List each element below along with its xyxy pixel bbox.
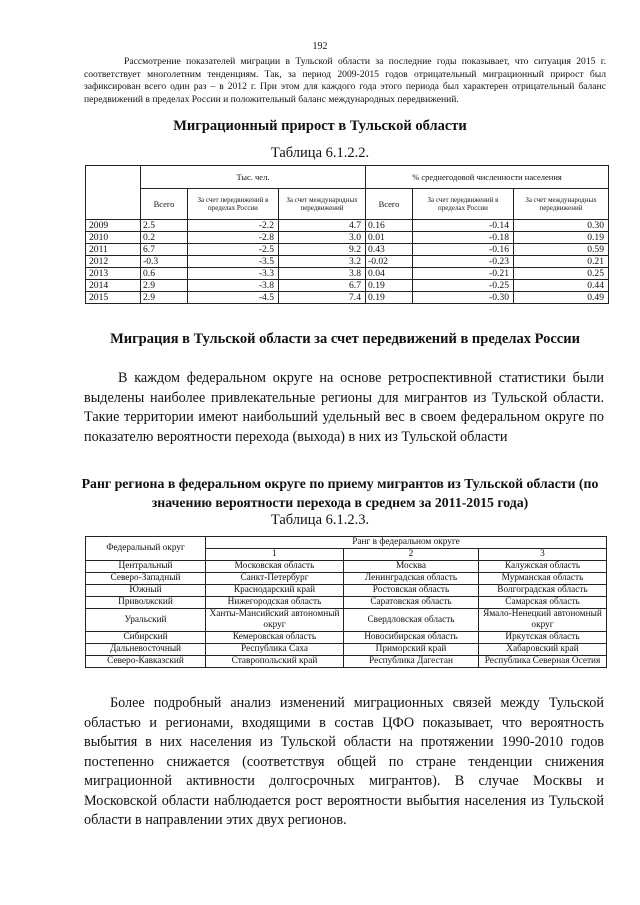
- table-cell-r1: -2.8: [188, 232, 279, 244]
- table-cell-year: 2009: [86, 220, 141, 232]
- district-cell: Южный: [86, 585, 206, 597]
- table-cell-i2: 0.44: [514, 280, 609, 292]
- region-cell-r3: Самарская область: [479, 597, 607, 609]
- table-cell-i1: 4.7: [279, 220, 366, 232]
- district-cell: Уральский: [86, 609, 206, 632]
- table-row: [86, 292, 609, 304]
- table-cell-t1: 6.7: [141, 244, 188, 256]
- table-cell-r1: -2.2: [188, 220, 279, 232]
- table-cell-i1: 3.8: [279, 268, 366, 280]
- table-cell-t2: 0.01: [366, 232, 413, 244]
- table-cell-i1: 6.7: [279, 280, 366, 292]
- table-cell-r1: -3.8: [188, 280, 279, 292]
- table-cell-r2: -0.21: [413, 268, 514, 280]
- col-header-district: Федеральный округ: [86, 537, 206, 561]
- table-cell-r2: -0.25: [413, 280, 514, 292]
- table-row: [86, 644, 607, 656]
- table-cell-year: 2013: [86, 268, 141, 280]
- table-row: [86, 597, 607, 609]
- region-cell-r2: Свердловская область: [344, 609, 479, 632]
- table-row: [86, 609, 607, 632]
- col-header-russia-pct: За счет передвижений в пределах России: [413, 189, 514, 220]
- migration-growth-table: [85, 165, 609, 304]
- table-cell-i2: 0.49: [514, 292, 609, 304]
- table-cell-i2: 0.30: [514, 220, 609, 232]
- region-cell-r3: Иркутская область: [479, 632, 607, 644]
- section2-heading: Миграция в Тульской области за счет передвижений в пределах России: [110, 331, 580, 347]
- col-header-russia: За счет передвижений в пределах России: [188, 189, 279, 220]
- table-cell-t1: 2.9: [141, 280, 188, 292]
- region-cell-r1: Ставропольский край: [206, 656, 344, 668]
- region-cell-r2: Новосибирская область: [344, 632, 479, 644]
- section3-heading: Ранг региона в федеральном округе по приему мигрантов из Тульской области (по значению вероятности перехода в среднем за 2011-2015 года): [81, 476, 599, 510]
- group-header-percent: % среднегодовой численности населения: [366, 166, 609, 189]
- table-cell-i2: 0.21: [514, 256, 609, 268]
- rank-header-3: 3: [479, 549, 607, 561]
- table-row: [86, 256, 609, 268]
- table-cell-year: 2015: [86, 292, 141, 304]
- region-cell-r2: Ростовская область: [344, 585, 479, 597]
- table-cell-r2: -0.23: [413, 256, 514, 268]
- region-cell-r1: Ханты-Мансийский автономный округ: [206, 609, 344, 632]
- table-cell-r2: -0.18: [413, 232, 514, 244]
- col-header-intl: За счет международных передвижений: [279, 189, 366, 220]
- region-cell-r3: Ямало-Ненецкий автономный округ: [479, 609, 607, 632]
- table-cell-i2: 0.25: [514, 268, 609, 280]
- district-cell: Северо-Кавказский: [86, 656, 206, 668]
- col-header-intl-pct: За счет международных передвижений: [514, 189, 609, 220]
- table-cell-t1: 0.6: [141, 268, 188, 280]
- table-cell-t2: 0.04: [366, 268, 413, 280]
- table-cell-r2: -0.16: [413, 244, 514, 256]
- table-row: [86, 220, 609, 232]
- table-row: [86, 561, 607, 573]
- region-cell-r1: Краснодарский край: [206, 585, 344, 597]
- region-cell-r1: Московская область: [206, 561, 344, 573]
- table1-caption: Таблица 6.1.2.2.: [270, 145, 370, 161]
- table-cell-t2: -0.02: [366, 256, 413, 268]
- table-cell-i1: 9.2: [279, 244, 366, 256]
- table-row: [86, 632, 607, 644]
- region-cell-r1: Нижегородская область: [206, 597, 344, 609]
- table-cell-r2: -0.14: [413, 220, 514, 232]
- intro-paragraph: Рассмотрение показателей миграции в Тульской области за последние годы показывает, что ситуация 2015 г. соответствует многолетним тенденциям. Так, за период 2009-2015 годов отрицательный миграционный прирост был зафиксирован всего один раз – в 2012 г. При этом для каждого года этого периода был характерен отрицательный баланс передвижений в пределах России и положительный баланс международных передвижений.: [84, 56, 606, 105]
- col-header-rank: Ранг в федеральном округе: [206, 537, 607, 549]
- region-cell-r2: Приморский край: [344, 644, 479, 656]
- year-header-cell: [86, 166, 141, 220]
- table-row: [86, 280, 609, 292]
- table-cell-i2: 0.19: [514, 232, 609, 244]
- region-rank-table: [85, 536, 607, 668]
- district-cell: Приволжский: [86, 597, 206, 609]
- region-cell-r2: Ленинградская область: [344, 573, 479, 585]
- table-row: [86, 232, 609, 244]
- table-row: [86, 573, 607, 585]
- region-cell-r2: Москва: [344, 561, 479, 573]
- district-cell: Северо-Западный: [86, 573, 206, 585]
- section2-paragraph: В каждом федеральном округе на основе ретроспективной статистики были выделены наиболее привлекательные регионы для мигрантов из Тульской области. Такие территории имеют наибольший удельный вес в своем федеральном округе по показателю вероятности перехода (выхода) в них из Тульской области: [84, 370, 604, 445]
- table-cell-year: 2012: [86, 256, 141, 268]
- table-cell-t2: 0.43: [366, 244, 413, 256]
- district-cell: Сибирский: [86, 632, 206, 644]
- table-cell-i1: 3.0: [279, 232, 366, 244]
- district-cell: Дальневосточный: [86, 644, 206, 656]
- closing-paragraph: Более подробный анализ изменений миграционных связей между Тульской областью и регионами, входящими в состав ЦФО показывает, что вероятность выбытия в них населения из Тульской области на протяжении 1990-2010 годов постепенно снижается (соответствуя общей по стране тенденции снижения миграционной активности долгосрочных мигрантов). В случае Москвы и Московской области наблюдается рост вероятности выбытия населения из Тульской области в направлении этих двух регионов.: [84, 695, 604, 828]
- table-cell-t1: 2.5: [141, 220, 188, 232]
- table-cell-r1: -4.5: [188, 292, 279, 304]
- table-cell-r1: -2.5: [188, 244, 279, 256]
- section1-heading: Миграционный прирост в Тульской области: [173, 118, 467, 134]
- region-cell-r1: Республика Саха: [206, 644, 344, 656]
- table-cell-t1: 0.2: [141, 232, 188, 244]
- col-header-total: Всего: [141, 189, 188, 220]
- table-cell-t2: 0.19: [366, 280, 413, 292]
- region-cell-r3: Волгоградская область: [479, 585, 607, 597]
- table-cell-t2: 0.19: [366, 292, 413, 304]
- region-cell-r2: Саратовская область: [344, 597, 479, 609]
- district-cell: Центральный: [86, 561, 206, 573]
- table-cell-year: 2010: [86, 232, 141, 244]
- rank-header-1: 1: [206, 549, 344, 561]
- table-row: [86, 656, 607, 668]
- table-cell-t1: -0.3: [141, 256, 188, 268]
- region-cell-r3: Хабаровский край: [479, 644, 607, 656]
- region-cell-r2: Республика Дагестан: [344, 656, 479, 668]
- region-cell-r3: Республика Северная Осетия: [479, 656, 607, 668]
- region-cell-r1: Кемеровская область: [206, 632, 344, 644]
- region-cell-r3: Калужская область: [479, 561, 607, 573]
- region-cell-r3: Мурманская область: [479, 573, 607, 585]
- table-cell-t1: 2.9: [141, 292, 188, 304]
- table-row: [86, 268, 609, 280]
- table-cell-year: 2011: [86, 244, 141, 256]
- rank-header-2: 2: [344, 549, 479, 561]
- page-number: 192: [312, 41, 328, 52]
- col-header-total-pct: Всего: [366, 189, 413, 220]
- table-cell-i2: 0.59: [514, 244, 609, 256]
- table-row: [86, 244, 609, 256]
- table-cell-r1: -3.3: [188, 268, 279, 280]
- group-header-thousands: Тыс. чел.: [141, 166, 366, 189]
- table-cell-i1: 3.2: [279, 256, 366, 268]
- table-row: [86, 585, 607, 597]
- table-cell-year: 2014: [86, 280, 141, 292]
- region-cell-r1: Санкт-Петербург: [206, 573, 344, 585]
- table-cell-r2: -0.30: [413, 292, 514, 304]
- table-cell-t2: 0.16: [366, 220, 413, 232]
- table-cell-r1: -3.5: [188, 256, 279, 268]
- table2-caption: Таблица 6.1.2.3.: [270, 512, 370, 528]
- table-cell-i1: 7.4: [279, 292, 366, 304]
